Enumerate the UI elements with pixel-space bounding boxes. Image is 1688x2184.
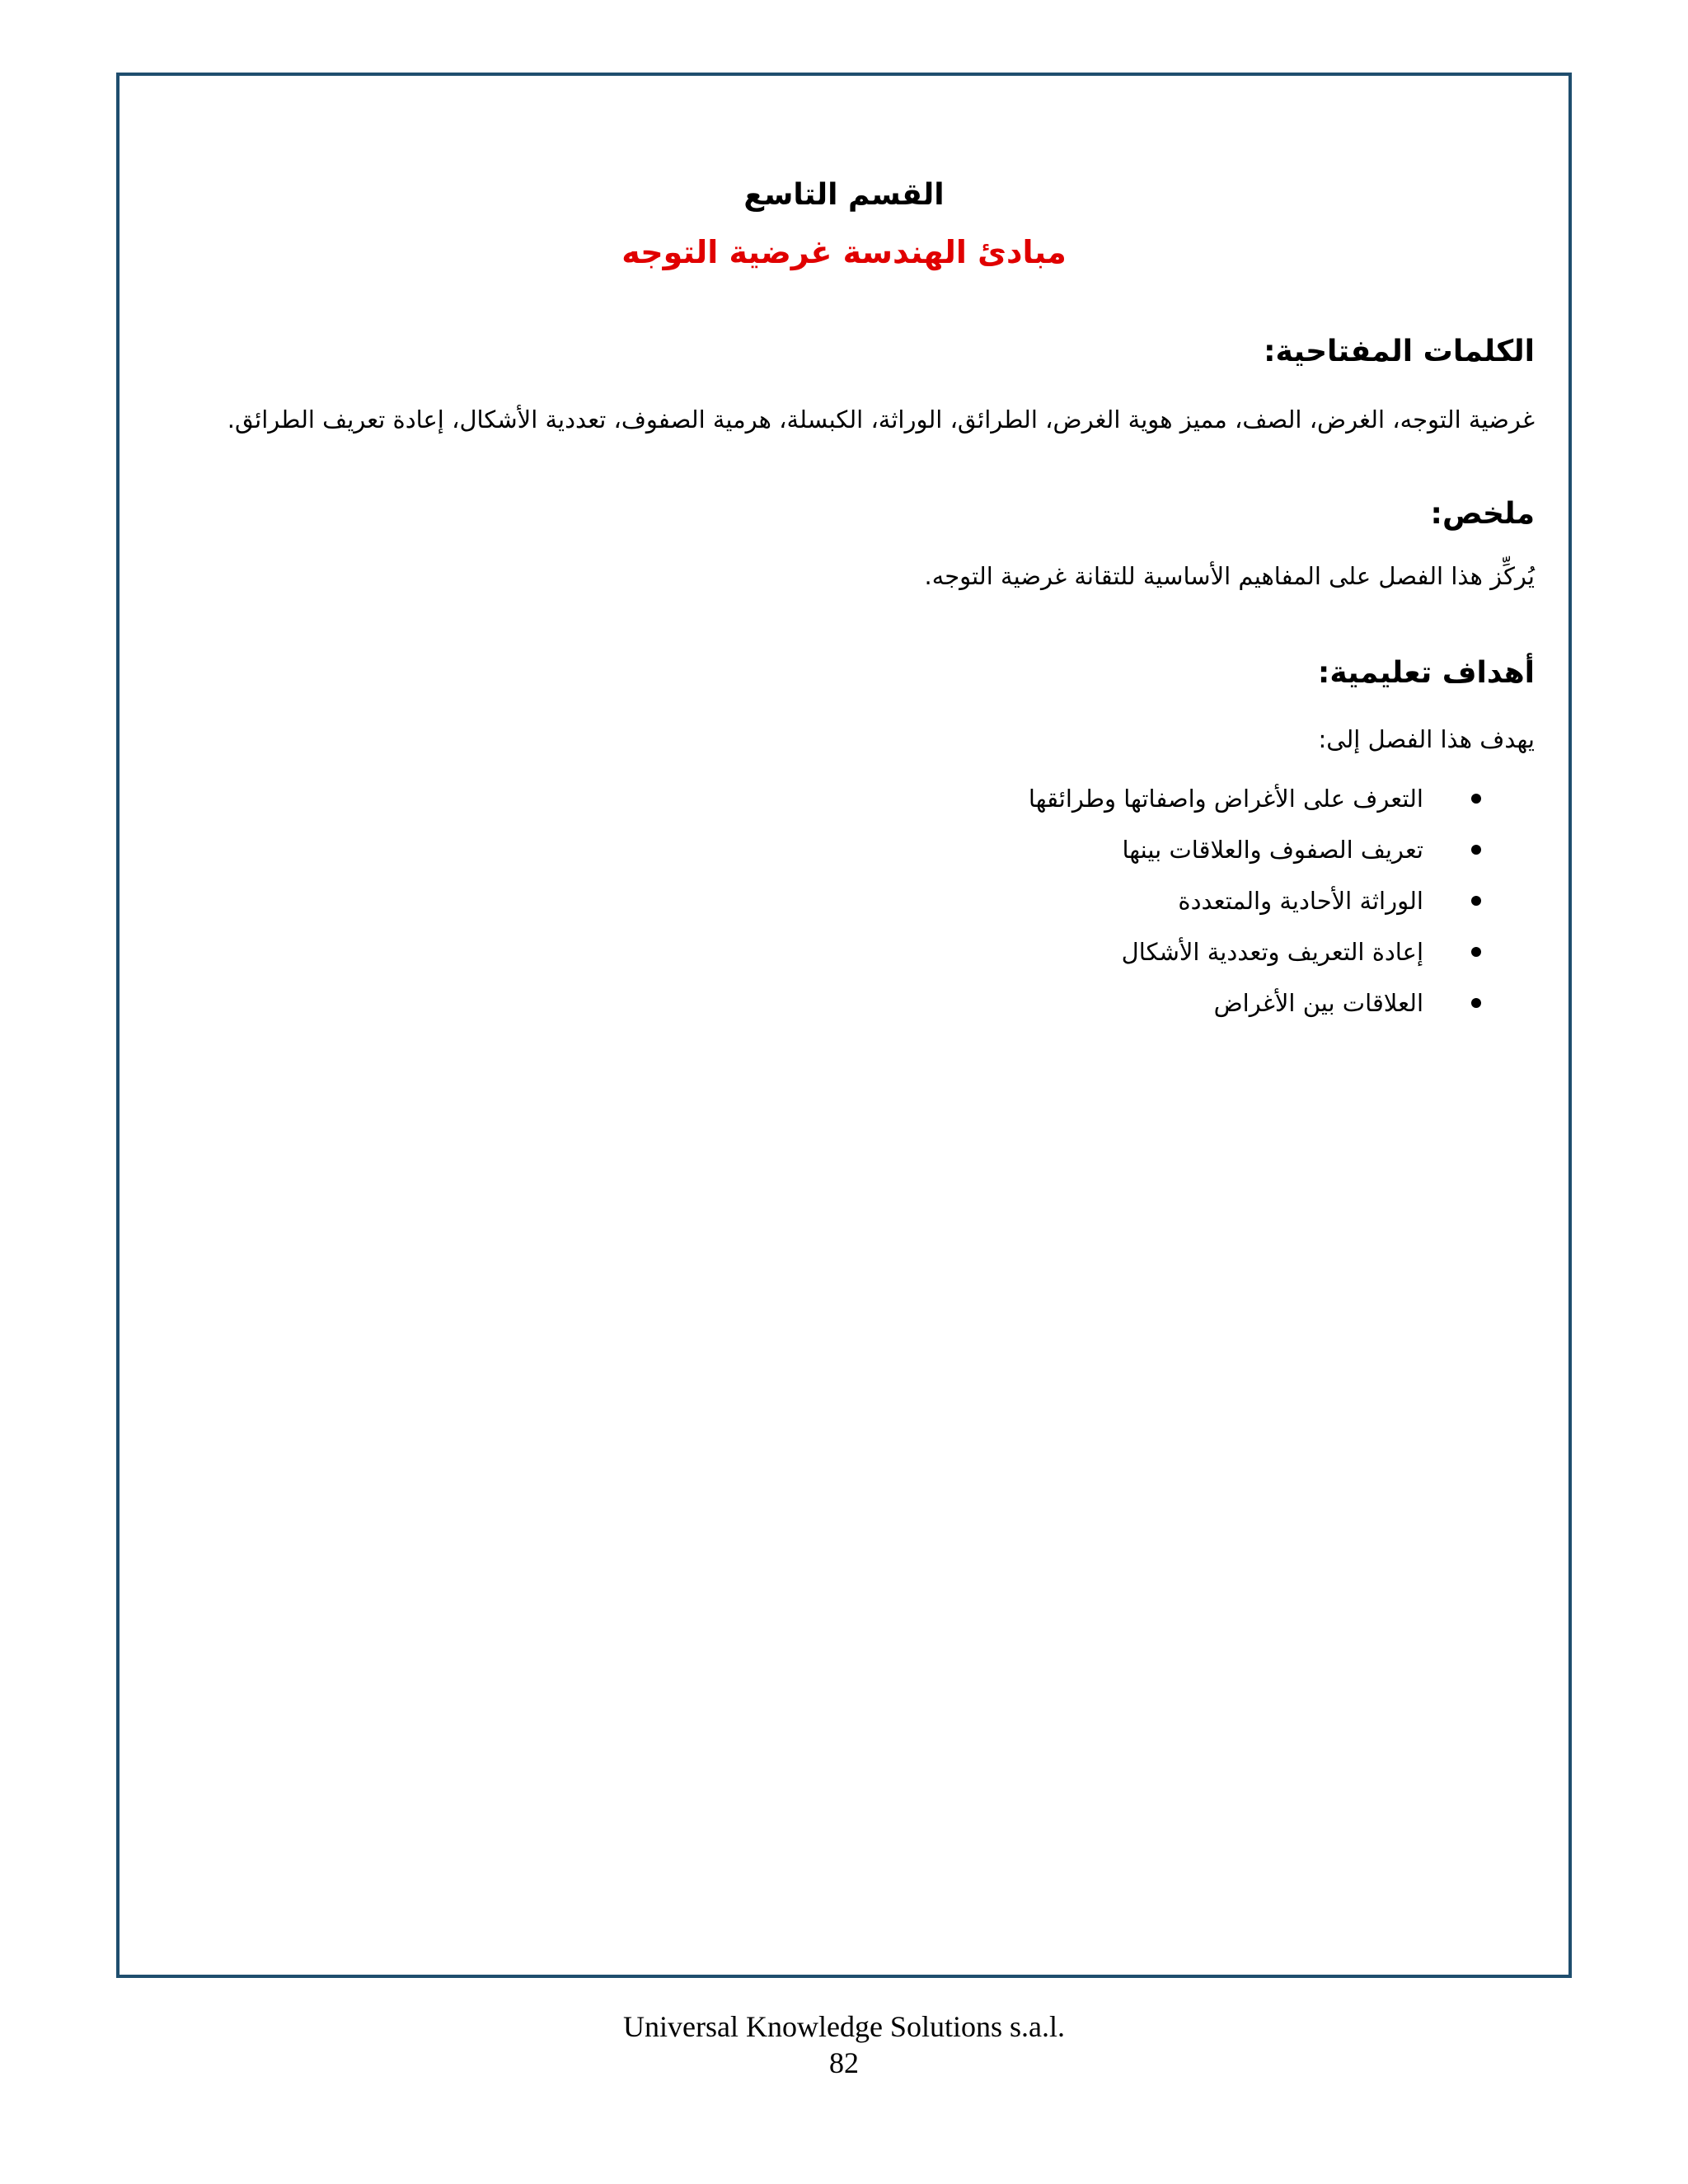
footer-publisher: Universal Knowledge Solutions s.a.l. bbox=[623, 2010, 1065, 2043]
keywords-text: غرضية التوجه، الغرض، الصف، مميز هوية الغرض، الطرائق، الوراثة، الكبسلة، هرمية الصفوف، تعددية الأشكال، إعادة تعريف الطرائق. bbox=[227, 405, 1535, 434]
objectives-intro: يهدف هذا الفصل إلى: bbox=[1318, 725, 1535, 753]
footer-page-number: 82 bbox=[829, 2046, 859, 2079]
objectives-heading: أهداف تعليمية: bbox=[1317, 656, 1535, 690]
summary-heading: ملخص: bbox=[1430, 497, 1535, 531]
list-item-text: الوراثة الأحادية والمتعددة bbox=[1178, 887, 1423, 915]
bullet-icon bbox=[1471, 896, 1481, 906]
list-item-text: التعرف على الأغراض واصفاتها وطرائقها bbox=[1028, 785, 1423, 813]
list-item bbox=[1029, 977, 1481, 1029]
bullet-icon bbox=[1471, 947, 1481, 957]
list-item bbox=[1029, 926, 1481, 977]
list-item-text: تعريف الصفوف والعلاقات بينها bbox=[1122, 836, 1423, 864]
summary-text: يُركِّز هذا الفصل على المفاهيم الأساسية للتقانة غرضية التوجه. bbox=[924, 562, 1535, 590]
chapter-title: مبادئ الهندسة غرضية التوجه bbox=[621, 234, 1067, 270]
list-item-text: إعادة التعريف وتعددية الأشكال bbox=[1121, 938, 1423, 966]
list-item bbox=[1029, 875, 1481, 926]
list-item-text: العلاقات بين الأغراض bbox=[1213, 989, 1423, 1017]
list-item bbox=[1029, 773, 1481, 824]
list-item bbox=[1029, 824, 1481, 875]
bullet-icon bbox=[1471, 794, 1481, 804]
bullet-icon bbox=[1471, 845, 1481, 855]
bullet-icon bbox=[1471, 998, 1481, 1008]
objectives-list bbox=[1029, 773, 1481, 1029]
section-number: القسم التاسع bbox=[743, 178, 945, 212]
keywords-heading: الكلمات المفتاحية: bbox=[1264, 335, 1535, 368]
